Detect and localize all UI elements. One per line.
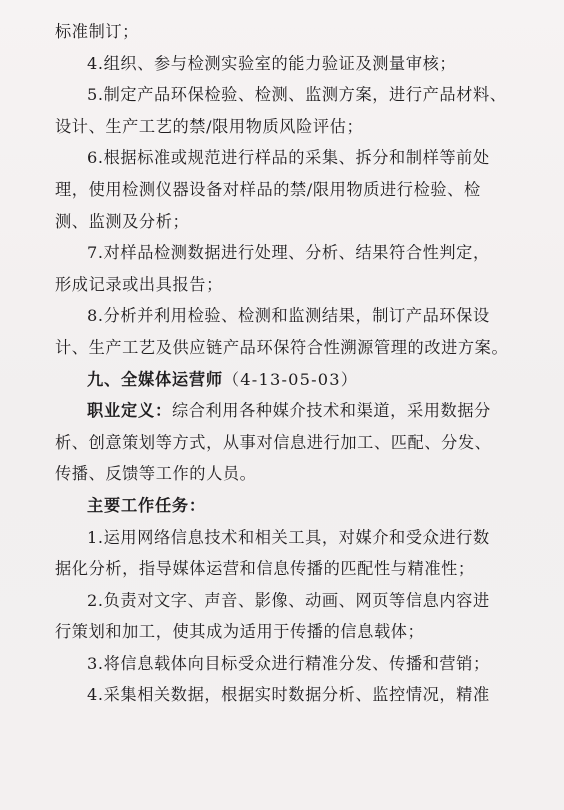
text-line: 计、生产工艺及供应链产品环保符合性溯源管理的改进方案。 [55,337,509,357]
text-line: 行策划和加工，使其成为适用于传播的信息载体； [55,622,425,642]
definition-line [55,395,517,427]
text-line: 标准制订； [55,22,139,41]
list-item-5: 5.制定产品环保检验、检测、监测方案，进行产品材料、 [87,85,507,105]
tasks-heading [55,490,517,522]
definition-label: 职业定义： [87,401,172,421]
tasks-heading-label: 主要工作任务： [87,495,206,515]
text-line: 理，使用检测仪器设备对样品的禁/限用物质进行检验、检 [55,179,481,199]
document-body [55,16,517,711]
section-title: 九、全媒体运营师 [87,369,223,389]
definition-text: 综合利用各种媒介技术和渠道，采用数据分 [171,401,491,421]
task-item-2: 2.负责对文字、声音、影像、动画、网页等信息内容进 [87,590,490,610]
occupation-code: （4-13-05-03） [222,369,359,389]
text-line: 传播、反馈等工作的人员。 [55,464,257,484]
task-item-3: 3.将信息载体向目标受众进行精准分发、传播和营销； [87,653,490,673]
text-line: 测、监测及分析； [55,211,190,231]
text-line: 设计、生产工艺的禁/限用物质风险评估； [55,116,364,136]
list-item-8: 8.分析并利用检验、检测和监测结果，制订产品环保设 [87,306,490,326]
list-item-6: 6.根据标准或规范进行样品的采集、拆分和制样等前处 [87,148,490,168]
list-item-4: 4.组织、参与检测实验室的能力验证及测量审核； [87,53,457,73]
section-heading [55,364,517,396]
task-item-4: 4.采集相关数据，根据实时数据分析、监控情况，精准 [87,685,490,705]
text-line: 形成记录或出具报告； [55,274,223,294]
text-line: 析、创意策划等方式，从事对信息进行加工、匹配、分发、 [55,432,492,452]
text-line: 据化分析，指导媒体运营和信息传播的匹配性与精准性； [55,559,475,579]
task-item-1: 1.运用网络信息技术和相关工具，对媒介和受众进行数 [87,527,490,547]
list-item-7: 7.对样品检测数据进行处理、分析、结果符合性判定， [87,243,490,263]
